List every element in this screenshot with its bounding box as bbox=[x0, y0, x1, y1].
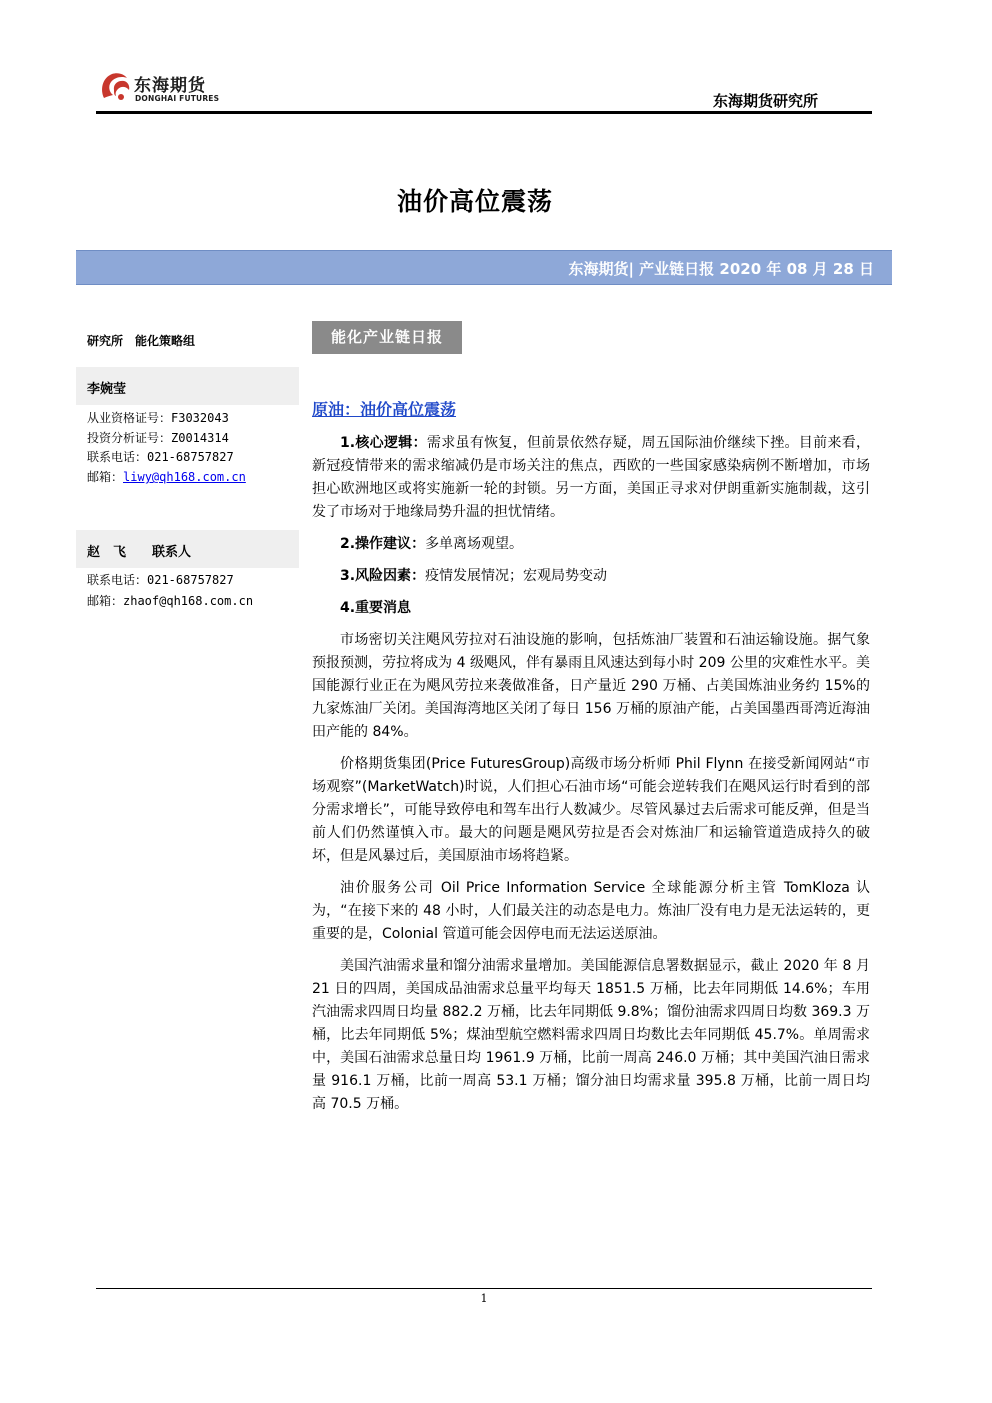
analyst-email bbox=[87, 468, 246, 485]
news-paragraph: 价格期货集团(Price FuturesGroup)高级市场分析师 Phil Flynn 在接受新闻网站“市场观察”(MarketWatch)时说，人们担心石油市场“可能会逆转我们在飓风运行时看到的部分需求增长”，可能导致停电和驾车出行人数减少。尽管风暴过去后需求可能反弹，但是当前人们仍然谨慎入市。最大的问题是飓风劳拉是否会对炼油厂和运输管道造成持久的破坏，但是风暴过后，美国原油市场将趋紧。 bbox=[312, 756, 870, 864]
risk-factors-item: 3.风险因素：疫情发展情况；宏观局势变动 bbox=[340, 568, 608, 584]
section-tag: 能化产业链日报 bbox=[312, 321, 462, 354]
footer-divider bbox=[96, 1288, 872, 1289]
email-link[interactable]: liwy@qh168.com.cn bbox=[123, 470, 246, 484]
contact-name: 赵 飞 联系人 bbox=[87, 545, 192, 560]
important-news-heading bbox=[312, 597, 870, 620]
donghai-logo-icon bbox=[98, 68, 132, 104]
item-text: 需求虽有恢复，但前景依然存疑，周五国际油价继续下挫。目前来看，新冠疫情带来的需求缩减仍是市场关注的焦点，西欧的一些国家感染病例不断增加，市场担心欧洲地区或将实施新一轮的封锁。另一方面，美国正寻求对伊朗重新实施制裁，这引发了市场对于地缘局势升温的担忧情绪。 bbox=[312, 435, 871, 520]
banner-text: 东海期货| 产业链日报 2020 年 08 月 28 日 bbox=[568, 260, 874, 278]
contact-phone: 联系电话：021-68757827 bbox=[87, 573, 234, 587]
news-paragraph: 油价服务公司 Oil Price Information Service 全球能源分析主管 TomKloza 认为，“在接下来的 48 小时，人们最关注的动态是电力。炼油厂没有电力是无法运转的，更重要的是，Colonial 管道可能会因停电而无法运送原油。 bbox=[312, 880, 870, 942]
item-label: 2.操作建议 bbox=[340, 536, 412, 552]
header-divider bbox=[96, 111, 872, 114]
company-logo bbox=[98, 68, 228, 108]
report-title: 油价高位震荡 bbox=[396, 187, 553, 216]
email-label: 邮箱： bbox=[87, 470, 124, 484]
item-text: 多单离场观望。 bbox=[425, 536, 524, 552]
investment-analysis-number: 投资分析证号：Z0014314 bbox=[87, 431, 229, 445]
section-subheading[interactable]: 原油：油价高位震荡 bbox=[312, 400, 457, 419]
item-label: 3.风险因素 bbox=[340, 568, 412, 584]
item-text: 疫情发展情况；宏观局势变动 bbox=[425, 568, 608, 584]
logo-chinese-name: 东海期货 bbox=[134, 76, 206, 96]
analyst-phone: 联系电话：021-68757827 bbox=[87, 450, 234, 464]
header-organization: 东海期货研究所 bbox=[712, 92, 818, 110]
item-label: 4.重要消息 bbox=[340, 600, 412, 616]
operation-advice-item: 2.操作建议：多单离场观望。 bbox=[340, 536, 524, 552]
qualification-number: 从业资格证号：F3032043 bbox=[87, 411, 229, 425]
logo-english-name: DONGHAI FUTURES bbox=[135, 94, 220, 103]
core-logic-item: 1.核心逻辑：需求虽有恢复，但前景依然存疑，周五国际油价继续下挫。目前来看，新冠疫情带来的需求缩减仍是市场关注的焦点，西欧的一些国家感染病例不断增加，市场担心欧洲地区或将实施新一轮的封锁。另一方面，美国正寻求对伊朗重新实施制裁，这引发了市场对于地缘局势升温的担忧情绪。 bbox=[312, 435, 871, 520]
contact-email: 邮箱：zhaof@qh168.com.cn bbox=[87, 594, 254, 608]
analyst-name: 李婉莹 bbox=[87, 382, 127, 397]
report-body bbox=[312, 432, 870, 1125]
news-paragraph: 市场密切关注飓风劳拉对石油设施的影响，包括炼油厂装置和石油运输设施。据气象预报预测，劳拉将成为 4 级飓风，伴有暴雨且风速达到每小时 209 公里的灾难性水平。美国能源行业正在为飓风劳拉来袭做准备，日产量近 290 万桶、占美国炼油业务约 15%的九家炼油厂关闭。美国海湾地区关闭了每日 156 万桶的原油产能，占美国墨西哥湾近海油田产能的 84%。 bbox=[312, 632, 870, 740]
news-paragraph: 美国汽油需求量和馏分油需求量增加。美国能源信息署数据显示，截止 2020 年 8 月 21 日的四周，美国成品油需求总量平均每天 1851.5 万桶，比去年同期低 14.6%；车用汽油需求四周日均量 882.2 万桶，比去年同期低 9.8%；馏份油需求四周日均数 369.3 万桶，比去年同期低 5%；煤油型航空燃料需求四周日均数比去年同期低 45.7%。单周需求中，美国石油需求总量日均 1961.9 万桶，比前一周高 246.0 万桶；其中美国汽油日需求量 916.1 万桶，比前一周高 53.1 万桶；馏分油日均需求量 395.8 万桶，比前一周日均高 70.5 万桶。 bbox=[312, 958, 870, 1112]
item-label: 1.核心逻辑 bbox=[340, 435, 413, 451]
page-number: 1 bbox=[480, 1292, 488, 1305]
research-department: 研究所 能化策略组 bbox=[87, 334, 196, 348]
report-banner bbox=[76, 250, 892, 285]
